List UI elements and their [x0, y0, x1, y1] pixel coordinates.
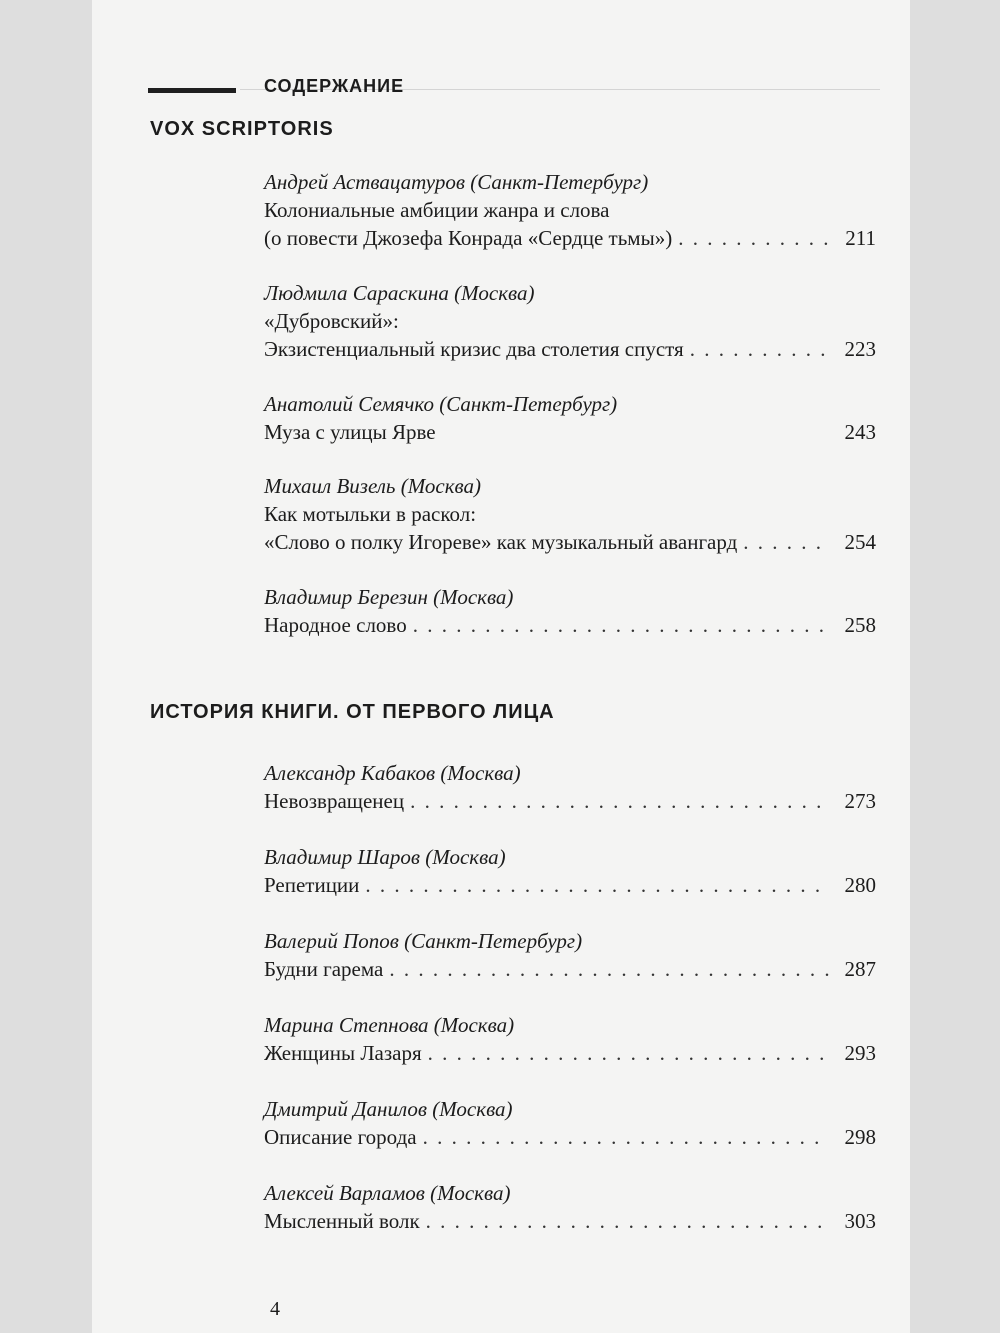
entry-page-number: 280: [844, 873, 876, 897]
dot-leader: [365, 871, 830, 899]
dot-leader: [423, 1123, 830, 1151]
dot-leader: [743, 528, 830, 556]
entry-title-line: Муза с улицы Ярве: [264, 420, 436, 444]
dot-leader: [428, 1039, 830, 1067]
entry-page-number: 273: [844, 789, 876, 813]
entry-title-line: (о повести Джозефа Конрада «Сердце тьмы»): [264, 226, 673, 250]
entry-title-line: Народное слово: [264, 613, 407, 637]
entry-author: Валерий Попов (Санкт-Петербург): [264, 929, 583, 953]
entry-author: Людмила Сараскина (Москва): [264, 281, 535, 305]
entry-title-line: Мысленный волк: [264, 1209, 420, 1233]
entry-title-line: Будни гарема: [264, 957, 384, 981]
entry-title-line: «Слово о полку Игореве» как музыкальный авангард: [264, 530, 738, 554]
entry-author: Александр Кабаков (Москва): [264, 761, 521, 785]
toc-entry: [264, 759, 876, 815]
entry-title-line-with-page: [264, 955, 876, 983]
entry-page-number: 287: [844, 957, 876, 981]
entry-page-number: 254: [844, 530, 876, 554]
entry-title-line: Описание города: [264, 1125, 417, 1149]
page-number: 4: [270, 1298, 280, 1320]
toc-entry: [264, 390, 876, 446]
toc-entry: [264, 843, 876, 899]
entry-author: Владимир Березин (Москва): [264, 585, 514, 609]
dot-leader: [690, 335, 830, 363]
section-title-vox-scriptoris: VOX SCRIPTORIS: [150, 118, 334, 140]
toc-entry: [264, 472, 876, 556]
entry-title-line: Как мотыльки в раскол:: [264, 502, 477, 526]
entry-title-line-with-page: [264, 528, 876, 556]
toc-entry: [264, 1011, 876, 1067]
entry-page-number: 223: [844, 337, 876, 361]
entry-title-line-with-page: [264, 1039, 876, 1067]
entry-title-line-with-page: [264, 1123, 876, 1151]
entry-title-line-with-page: [264, 418, 876, 446]
toc-entry: [264, 927, 876, 983]
entry-title-line-with-page: [264, 335, 876, 363]
entry-title-line-with-page: [264, 871, 876, 899]
entry-title-line-with-page: [264, 224, 876, 252]
entry-title-line: Репетиции: [264, 873, 360, 897]
entry-page-number: 298: [844, 1125, 876, 1149]
entry-title-line: «Дубровский»:: [264, 309, 399, 333]
entry-author: Андрей Аствацатуров (Санкт-Петербург): [264, 170, 649, 194]
entry-title-line: Женщины Лазаря: [264, 1041, 422, 1065]
entry-author: Владимир Шаров (Москва): [264, 845, 506, 869]
header-bar: [148, 88, 236, 93]
entry-title-line: Экзистенциальный кризис два столетия спустя: [264, 337, 684, 361]
entry-author: Дмитрий Данилов (Москва): [264, 1097, 513, 1121]
entry-title-line-with-page: [264, 1207, 876, 1235]
dot-leader: [426, 1207, 830, 1235]
toc-entry: [264, 1095, 876, 1151]
entry-author: Марина Степнова (Москва): [264, 1013, 515, 1037]
entry-author: Алексей Варламов (Москва): [264, 1181, 511, 1205]
section-title-book-history: ИСТОРИЯ КНИГИ. ОТ ПЕРВОГО ЛИЦА: [150, 701, 555, 723]
entry-page-number: 211: [845, 226, 876, 250]
toc-entry: [264, 279, 876, 363]
entry-title-line: Невозвращенец: [264, 789, 405, 813]
entry-title-line-with-page: [264, 787, 876, 815]
toc-entry: [264, 1179, 876, 1235]
page-title: СОДЕРЖАНИЕ: [264, 76, 405, 96]
entry-title-line-with-page: [264, 611, 876, 639]
entry-page-number: 303: [844, 1209, 876, 1233]
toc-entry: [264, 168, 876, 252]
entry-author: Михаил Визель (Москва): [264, 474, 482, 498]
dot-leader: [678, 224, 830, 252]
dot-leader: [410, 787, 830, 815]
entry-author: Анатолий Семячко (Санкт-Петербург): [264, 392, 618, 416]
entry-title-line: Колониальные амбиции жанра и слова: [264, 198, 610, 222]
entry-page-number: 243: [844, 420, 876, 444]
dot-leader: [413, 611, 830, 639]
entry-page-number: 293: [844, 1041, 876, 1065]
dot-leader: [389, 955, 830, 983]
entry-page-number: 258: [844, 613, 876, 637]
toc-entry: [264, 583, 876, 639]
